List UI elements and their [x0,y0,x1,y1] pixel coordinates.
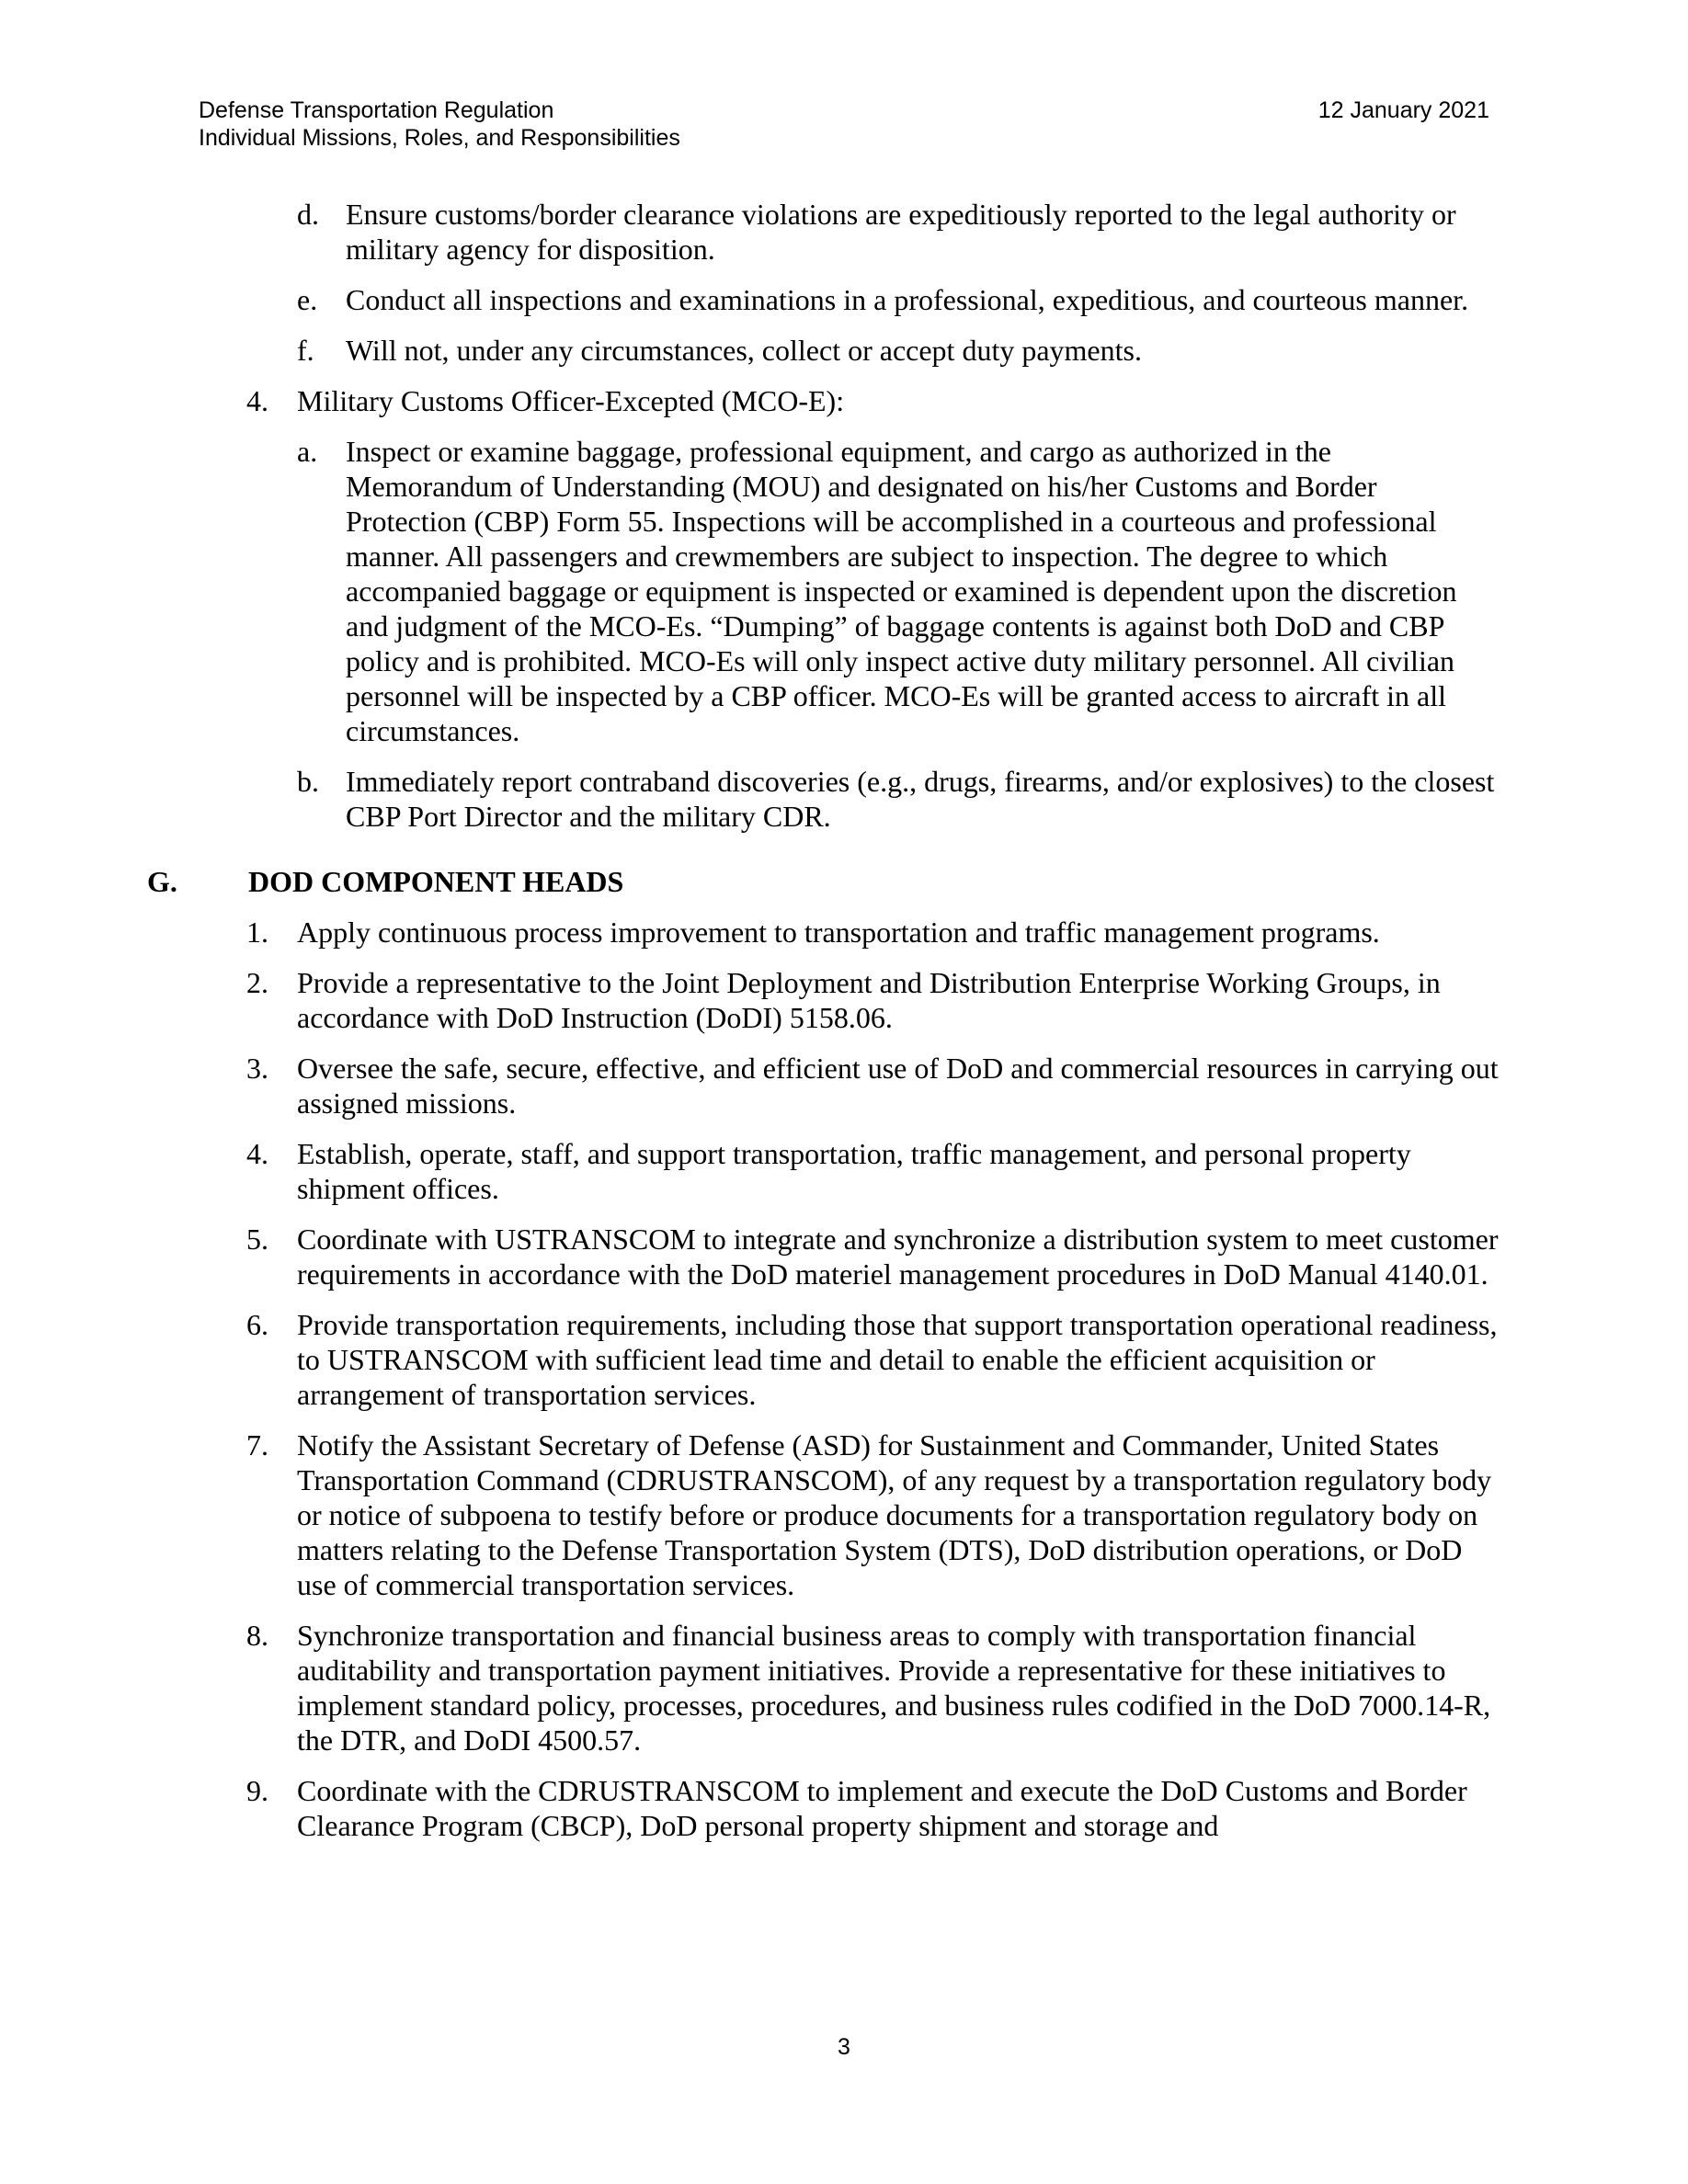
item-text: Ensure customs/border clearance violations are expeditiously reported to the legal authority or military agency for disposition. [346,198,1456,266]
item-text: Oversee the safe, secure, effective, and efficient use of DoD and commercial resources in carrying out assigned missions. [297,1052,1499,1120]
list-item-g6 [147,1307,1499,1412]
item-text: Synchronize transportation and financial business areas to comply with transportation financial auditability and transportation payment initiatives. Provide a representative for these initiatives to implement standard policy, processes, procedures, and business rules codified in the DoD 7000.14-R, the DTR, and DoDI 4500.57. [297,1619,1491,1757]
list-item-g5 [147,1222,1499,1291]
item-number: 1. [246,916,268,949]
list-item-g7 [147,1428,1499,1602]
list-item-b [147,764,1499,834]
list-item-a [147,434,1499,748]
item-number: f. [297,334,314,367]
list-item-d [147,197,1499,267]
header-title: Defense Transportation Regulation [199,97,554,123]
item-number: e. [297,283,318,316]
item-number: 6. [246,1308,268,1341]
item-text: Will not, under any circumstances, collect or accept duty payments. [346,334,1142,367]
section-heading [147,864,1499,899]
item-number: 4. [246,384,268,417]
item-number: 4. [246,1137,268,1170]
list-item-g8 [147,1618,1499,1757]
header-subtitle: Individual Missions, Roles, and Responsibilities [199,125,680,151]
item-number: 9. [246,1774,268,1807]
list-item-4 [147,383,1499,418]
item-text: Establish, operate, staff, and support transportation, traffic management, and personal property shipment offices. [297,1137,1411,1205]
section-letter: G. [147,865,177,898]
item-number: 5. [246,1223,268,1256]
item-text: Provide a representative to the Joint Deployment and Distribution Enterprise Working Groups, in accordance with DoD Instruction (DoDI) 5158.06. [297,966,1441,1034]
item-text: Apply continuous process improvement to transportation and traffic management programs. [297,916,1380,949]
list-item-g1 [147,915,1499,950]
item-text: Coordinate with the CDRUSTRANSCOM to implement and execute the DoD Customs and Border Clearance Program (CBCP), DoD personal property shipment and storage and [297,1774,1467,1842]
item-text: Provide transportation requirements, including those that support transportation operational readiness, to USTRANSCOM with sufficient lead time and detail to enable the efficient acquisition or arrangement of transportation services. [297,1308,1498,1411]
list-item-f [147,333,1499,368]
page-number: 3 [838,2034,850,2060]
list-item-g3 [147,1051,1499,1120]
document-body [147,197,1499,1859]
item-text: Inspect or examine baggage, professional equipment, and cargo as authorized in the Memorandum of Understanding (MOU) and designated on his/her Customs and Border Protection (CBP) Form 55. Inspections will be accomplished in a courteous and professional manner. All passengers and crewmembers are subject to inspection. The degree to which accompanied baggage or equipment is inspected or examined is dependent upon the discretion and judgment of the MCO-Es. “Dumping” of baggage contents is against both DoD and CBP policy and is prohibited. MCO-Es will only inspect active duty military personnel. All civilian personnel will be inspected by a CBP officer. MCO-Es will be granted access to aircraft in all circumstances. [346,435,1457,747]
list-item-g2 [147,965,1499,1035]
list-item-e [147,282,1499,317]
item-text: Coordinate with USTRANSCOM to integrate and synchronize a distribution system to meet customer requirements in accordance with the DoD materiel management procedures in DoD Manual 4140.01. [297,1223,1499,1291]
item-number: b. [297,765,319,798]
header-date: 12 January 2021 [1317,97,1489,123]
item-number: 2. [246,966,268,999]
item-text: Military Customs Officer-Excepted (MCO-E): [297,384,845,417]
item-text: Notify the Assistant Secretary of Defense (ASD) for Sustainment and Commander, United States Transportation Command (CDRUSTRANSCOM), of any request by a transportation regulatory body or notice of subpoena to testify before or produce documents for a transportation regulatory body on matters relating to the Defense Transportation System (DTS), DoD distribution operations, or DoD use of commercial transportation services. [297,1428,1492,1601]
item-number: 7. [246,1428,268,1462]
item-number: a. [297,435,318,468]
item-number: 3. [246,1052,268,1085]
section-title: DOD COMPONENT HEADS [248,865,624,898]
item-number: 8. [246,1619,268,1652]
list-item-g9 [147,1773,1499,1843]
item-text: Immediately report contraband discoveries (e.g., drugs, firearms, and/or explosives) to the closest CBP Port Director and the military CDR. [346,765,1495,833]
item-number: d. [297,198,319,231]
item-text: Conduct all inspections and examinations in a professional, expeditious, and courteous manner. [346,283,1469,316]
list-item-g4 [147,1136,1499,1206]
